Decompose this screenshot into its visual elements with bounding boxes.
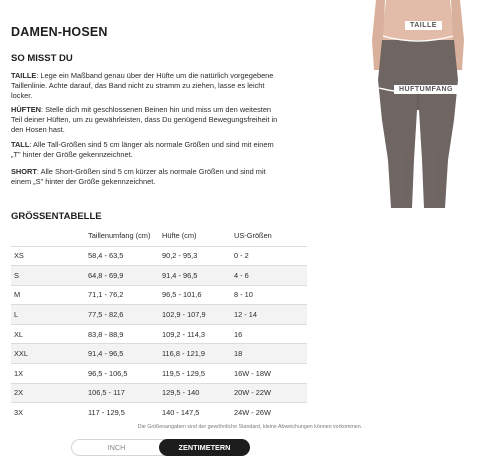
instruction-text: : Stelle dich mit geschlossenen Beinen hin und miss um den weitesten Teil deiner Hüften, um zu gewährleisten, dass Du genügend Bewegungsfreiheit in den Hosen hast. [11, 105, 278, 134]
waist-cell: 71,1 - 76,2 [88, 285, 162, 305]
waist-cell: 77,5 - 82,6 [88, 305, 162, 325]
hip-cell: 129,5 - 140 [162, 383, 234, 403]
waist-cell: 117 - 129,5 [88, 403, 162, 423]
instruction-term: TALL [11, 140, 30, 149]
instruction-tall [11, 140, 283, 160]
instruction-text: : Lege ein Maßband genau über der Hüfte um die natürlich vorgegebene Taillenlinie. Achte darauf, das Band nicht zu stramm zu ziehen, lasse es leicht locker. [11, 71, 274, 100]
centimeter-unit-button[interactable]: ZENTIMETERN [159, 439, 250, 456]
table-row [11, 403, 307, 423]
instruction-hips [11, 105, 283, 134]
instruction-term: TAILLE [11, 71, 37, 80]
us-size-cell: 16 [234, 324, 307, 344]
hip-label: HÜFTUMFANG [394, 85, 458, 94]
hip-cell: 116,8 - 121,9 [162, 344, 234, 364]
column-header: US-Größen [234, 230, 272, 240]
size-cell: XS [11, 246, 88, 266]
table-row [11, 285, 307, 305]
column-header: Hüfte (cm) [162, 230, 197, 240]
table-row [11, 305, 307, 325]
size-table [11, 225, 307, 422]
waist-cell: 58,4 - 63,5 [88, 246, 162, 266]
measure-section-title: SO MISST DU [11, 53, 73, 64]
unit-toggle [71, 439, 249, 456]
leggings-illustration [372, 0, 464, 208]
size-cell: M [11, 285, 88, 305]
size-table-title: GRÖSSENTABELLE [11, 211, 102, 222]
us-size-cell: 20W - 22W [234, 383, 307, 403]
instruction-text: : Alle Short-Größen sind 5 cm kürzer als normale Größen und sind mit einem „S" hinter der Größe gekennzeichnet. [11, 167, 266, 186]
model-figure-image [372, 0, 464, 208]
waist-cell: 64,8 - 69,9 [88, 266, 162, 286]
size-disclaimer: Die Größenangaben sind der gewöhnliche Standard, kleine Abweichungen können vorkommen. [137, 424, 363, 430]
size-cell: 2X [11, 383, 88, 403]
instruction-term: HÜFTEN [11, 105, 41, 114]
hip-cell: 96,5 - 101,6 [162, 285, 234, 305]
inch-unit-button[interactable]: INCH [107, 443, 126, 452]
size-cell: XL [11, 324, 88, 344]
hip-cell: 90,2 - 95,3 [162, 246, 234, 266]
instruction-waist [11, 71, 283, 100]
us-size-cell: 12 - 14 [234, 305, 307, 325]
hip-cell: 91,4 - 96,5 [162, 266, 234, 286]
size-cell: S [11, 266, 88, 286]
us-size-cell: 24W - 26W [234, 403, 307, 423]
column-header [11, 225, 88, 246]
table-header-row [11, 225, 307, 246]
hip-cell: 119,5 - 129,5 [162, 364, 234, 384]
size-cell: 3X [11, 403, 88, 423]
instruction-short [11, 167, 283, 187]
waist-cell: 106,5 - 117 [88, 383, 162, 403]
waist-label: TAILLE [405, 21, 442, 30]
instruction-text: : Alle Tall-Größen sind 5 cm länger als normale Größen und sind mit einem „T" hinter der Größe gekennzeichnet. [11, 140, 274, 159]
size-cell: 1X [11, 364, 88, 384]
table-row [11, 246, 307, 266]
size-cell: XXL [11, 344, 88, 364]
waist-cell: 96,5 - 106,5 [88, 364, 162, 384]
hip-cell: 140 - 147,5 [162, 403, 234, 423]
table-row [11, 364, 307, 384]
table-row [11, 344, 307, 364]
instruction-term: SHORT [11, 167, 37, 176]
waist-cell: 83,8 - 88,9 [88, 324, 162, 344]
size-cell: L [11, 305, 88, 325]
table-row [11, 324, 307, 344]
waist-cell: 91,4 - 96,5 [88, 344, 162, 364]
us-size-cell: 16W - 18W [234, 364, 307, 384]
hip-cell: 102,9 - 107,9 [162, 305, 234, 325]
page-title: DAMEN-HOSEN [11, 25, 108, 39]
us-size-cell: 8 - 10 [234, 285, 307, 305]
column-header: Taillenumfang (cm) [88, 230, 151, 240]
table-row [11, 266, 307, 286]
hip-cell: 109,2 - 114,3 [162, 324, 234, 344]
us-size-cell: 0 - 2 [234, 246, 307, 266]
table-row [11, 383, 307, 403]
us-size-cell: 4 - 6 [234, 266, 307, 286]
us-size-cell: 18 [234, 344, 307, 364]
